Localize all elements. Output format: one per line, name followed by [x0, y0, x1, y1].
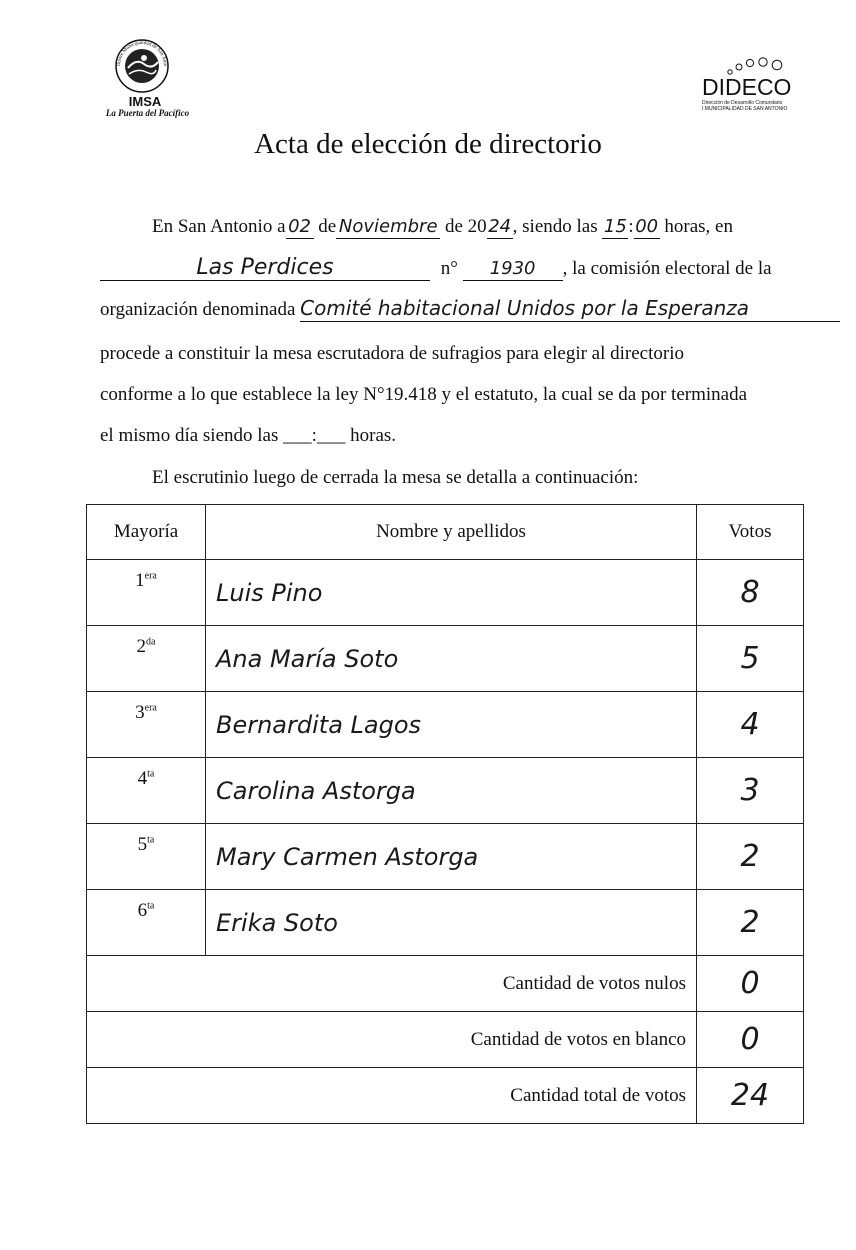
organization-value: Comité habitacional Unidos por la Esperanza [300, 296, 750, 320]
intro-line-4: procede a constituir la mesa escrutadora de sufragios para elegir al directorio [100, 343, 684, 364]
day-value: 02 [288, 216, 311, 237]
rank-cell: $2^{da}$ [87, 626, 206, 692]
intro-comision-text: , la comisión electoral de la [562, 258, 772, 279]
month-value: Noviembre [338, 216, 438, 237]
minute-value: 00 [635, 216, 659, 237]
candidate-name: Bernardita Lagos [206, 692, 697, 758]
intro-line-2 [100, 248, 772, 289]
page-title: Acta de elección de directorio [254, 128, 602, 160]
table-row [87, 758, 804, 824]
intro-line-3 [100, 289, 840, 330]
header-mayoria: Mayoría [87, 505, 206, 560]
candidate-name: Erika Soto [206, 890, 697, 956]
null-votes-label: Cantidad de votos nulos [87, 956, 697, 1012]
intro-de-text: de [318, 216, 337, 237]
null-votes-row [87, 956, 804, 1012]
total-votes-value: 24 [697, 1068, 804, 1124]
header-nombre: Nombre y apellidos [206, 505, 697, 560]
number-value: 1930 [489, 258, 536, 279]
scrutiny-intro: El escrutinio luego de cerrada la mesa se detalla a continuación: [152, 467, 639, 488]
table-row [87, 890, 804, 956]
candidate-name: Carolina Astorga [206, 758, 697, 824]
number-label: n° [440, 258, 458, 279]
table-row [87, 692, 804, 758]
imsa-logo [100, 38, 195, 123]
rank-cell: $5^{ta}$ [87, 824, 206, 890]
candidate-votes: 3 [697, 758, 804, 824]
candidate-votes: 5 [697, 626, 804, 692]
candidate-votes: 2 [697, 824, 804, 890]
intro-siendo-text: , siendo las [512, 216, 598, 237]
end-horas-text: horas. [350, 425, 397, 446]
candidate-name: Luis Pino [206, 560, 697, 626]
table-header-row [87, 505, 804, 560]
candidate-name: Ana María Soto [206, 626, 697, 692]
candidate-name: Mary Carmen Astorga [206, 824, 697, 890]
street-value: Las Perdices [196, 255, 334, 280]
intro-org-text: organización denominada [100, 299, 296, 320]
blank-votes-value: 0 [697, 1012, 804, 1068]
blank-votes-label: Cantidad de votos en blanco [87, 1012, 697, 1068]
table-row [87, 560, 804, 626]
end-time-text: el mismo día siendo las [100, 425, 279, 446]
intro-line-6 [100, 415, 396, 456]
intro-line-1 [152, 206, 733, 247]
year-suffix-value: 24 [488, 216, 512, 237]
null-votes-value: 0 [697, 956, 804, 1012]
blank-votes-row [87, 1012, 804, 1068]
rank-cell: $4^{ta}$ [87, 758, 206, 824]
imsa-ring-text: Ilustre Municipalidad de San Anto [116, 40, 168, 67]
table-row [87, 626, 804, 692]
header-votos: Votos [697, 505, 804, 560]
candidate-votes: 8 [697, 560, 804, 626]
candidate-votes: 2 [697, 890, 804, 956]
results-table [86, 504, 804, 1124]
dideco-sub2: I.MUNICIPALIDAD DE SAN ANTONIO [702, 106, 788, 112]
table-row [87, 824, 804, 890]
dideco-sub1: Dirección de Desarrollo Comunitario [702, 100, 783, 106]
imsa-abbr: IMSA [128, 94, 162, 109]
rank-cell: $6^{ta}$ [87, 890, 206, 956]
intro-de2-text: de [444, 216, 463, 237]
year-prefix: 20 [467, 216, 487, 237]
rank-cell: $1^{era}$ [87, 560, 206, 626]
dideco-logo [700, 56, 800, 120]
end-time-blank: ___:___ [283, 425, 346, 446]
imsa-emblem-icon [114, 38, 170, 94]
imsa-motto: La Puerta del Pacífico [105, 108, 190, 118]
dideco-name: DIDECO [702, 74, 792, 100]
intro-line-5: conforme a lo que establece la ley N°19.418 y el estatuto, la cual se da por terminada [100, 384, 748, 405]
intro-horas-en-text: horas, en [664, 216, 733, 237]
hour-value: 15 [603, 216, 627, 237]
rank-cell: $3^{era}$ [87, 692, 206, 758]
candidate-votes: 4 [697, 692, 804, 758]
intro-city-text: En San Antonio a [152, 216, 286, 237]
total-votes-row [87, 1068, 804, 1124]
dideco-subtitle [702, 100, 798, 112]
time-colon: : [628, 216, 634, 237]
total-votes-label: Cantidad total de votos [87, 1068, 697, 1124]
